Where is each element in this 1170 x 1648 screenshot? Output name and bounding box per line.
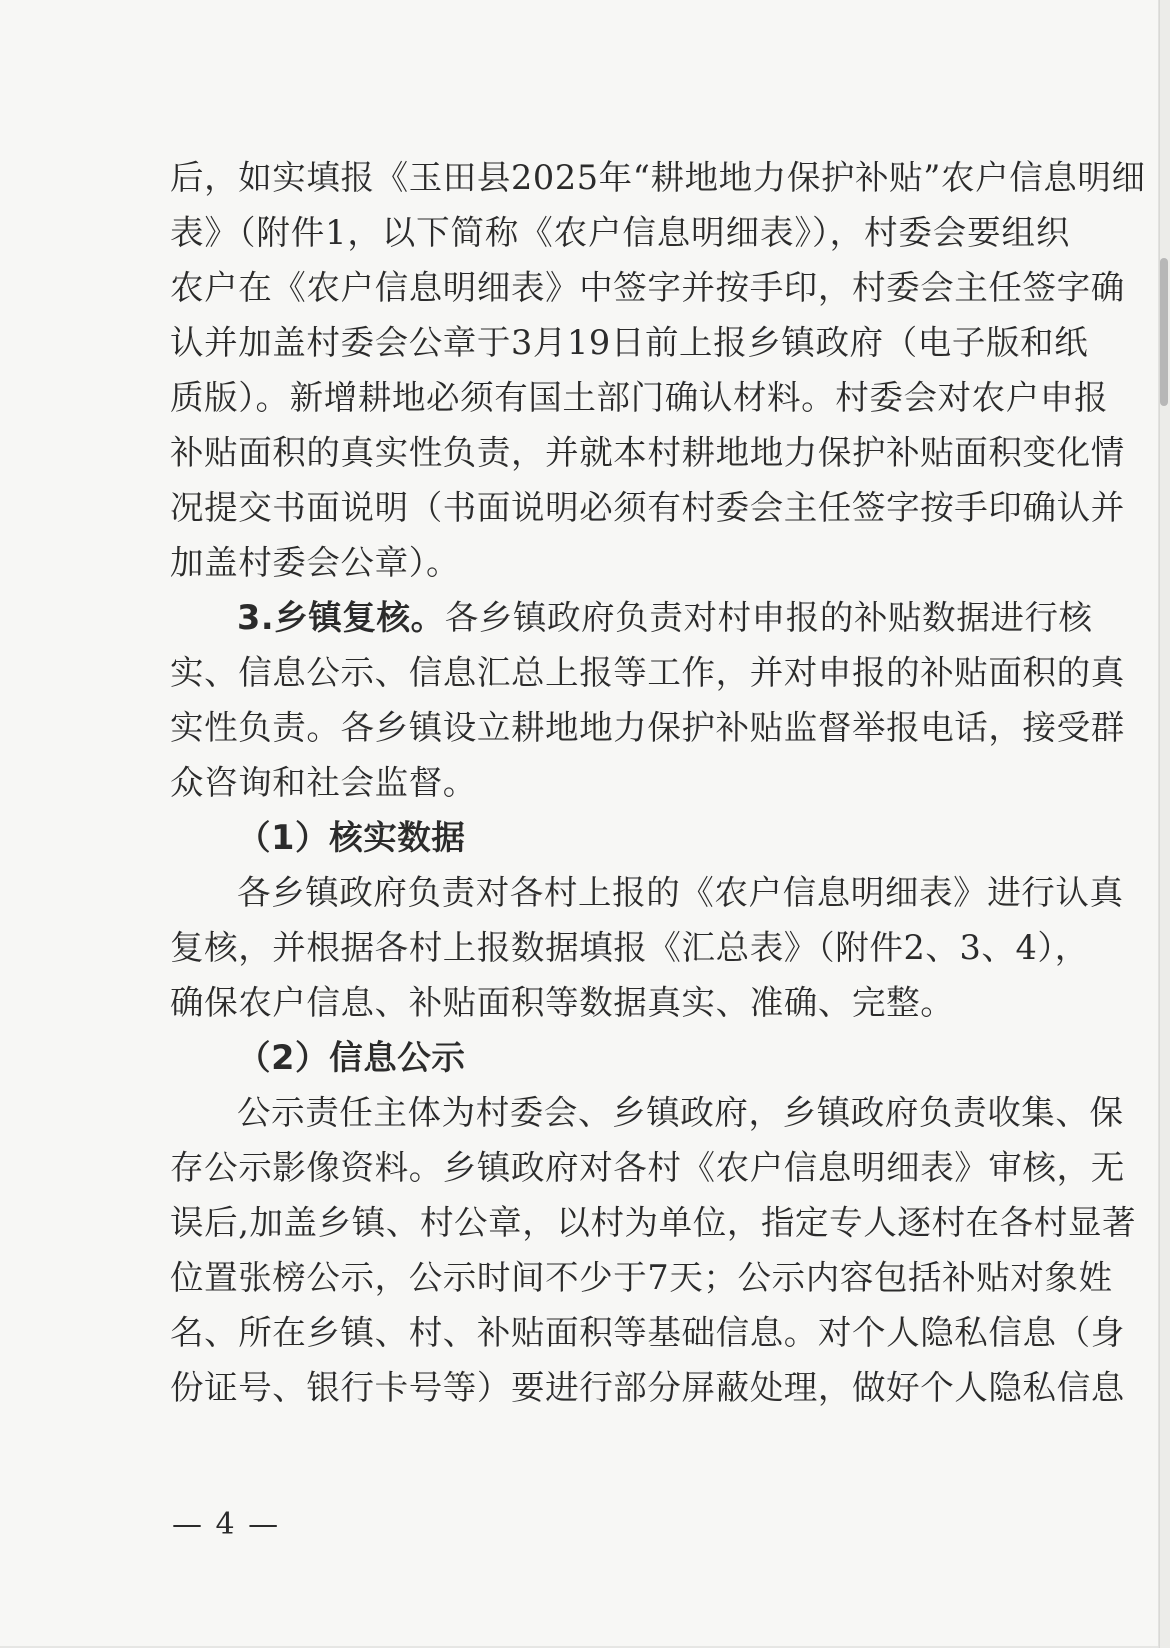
text-line: 公示责任主体为村委会、乡镇政府，乡镇政府负责收集、保	[237, 1093, 1124, 1132]
text-line: 实、信息公示、信息汇总上报等工作，并对申报的补贴面积的真	[170, 653, 1125, 692]
text-line: 表》（附件1，以下简称《农户信息明细表》），村委会要组织	[170, 213, 1070, 252]
text-line: 众咨询和社会监督。	[170, 763, 477, 802]
subsection-1-heading: （1）核实数据	[237, 818, 466, 857]
viewer-edge	[1159, 0, 1170, 1648]
document-body	[170, 150, 1146, 1415]
text-line: 各乡镇政府负责对各村上报的《农户信息明细表》进行认真	[237, 873, 1124, 912]
text-line: 复核，并根据各村上报数据填报《汇总表》（附件2、3、4），	[170, 928, 1089, 967]
text-line: 认并加盖村委会公章于3月19日前上报乡镇政府（电子版和纸	[170, 323, 1089, 362]
subsection-2-heading: （2）信息公示	[237, 1038, 466, 1077]
scrollbar-thumb[interactable]	[1160, 258, 1168, 406]
text-line: 确保农户信息、补贴面积等数据真实、准确、完整。	[170, 983, 955, 1022]
text-line: 名、所在乡镇、村、补贴面积等基础信息。对个人隐私信息（身	[170, 1313, 1125, 1352]
text-line: 位置张榜公示，公示时间不少于7天；公示内容包括补贴对象姓	[170, 1258, 1113, 1297]
text-line: 后，如实填报《玉田县2025年“耕地地力保护补贴”农户信息明细	[170, 158, 1146, 197]
text-line: 加盖村委会公章）。	[170, 543, 461, 582]
section-3	[170, 590, 1125, 810]
text-line: 各乡镇政府负责对村申报的补贴数据进行核	[444, 598, 1093, 637]
text-line: 实性负责。各乡镇设立耕地地力保护补贴监督举报电话，接受群	[170, 708, 1125, 747]
page-number: — 4 —	[172, 1507, 281, 1542]
text-line: 份证号、银行卡号等）要进行部分屏蔽处理，做好个人隐私信息	[170, 1368, 1125, 1407]
text-line: 存公示影像资料。乡镇政府对各村《农户信息明细表》审核，无	[170, 1148, 1125, 1187]
text-line: 误后,加盖乡镇、村公章，以村为单位，指定专人逐村在各村显著	[170, 1203, 1137, 1242]
paragraph-1	[170, 150, 1146, 590]
text-line: 农户在《农户信息明细表》中签字并按手印，村委会主任签字确	[170, 268, 1125, 307]
text-line: 补贴面积的真实性负责，并就本村耕地地力保护补贴面积变化情	[170, 433, 1125, 472]
text-line: 况提交书面说明（书面说明必须有村委会主任签字按手印确认并	[170, 488, 1125, 527]
subsection-2	[170, 1030, 1137, 1415]
text-line: 质版）。新增耕地必须有国土部门确认材料。村委会对农户申报	[170, 378, 1109, 417]
section-3-heading: 3.乡镇复核。	[237, 598, 445, 637]
subsection-1	[170, 810, 1124, 1030]
section-3-first-line	[170, 590, 1093, 645]
